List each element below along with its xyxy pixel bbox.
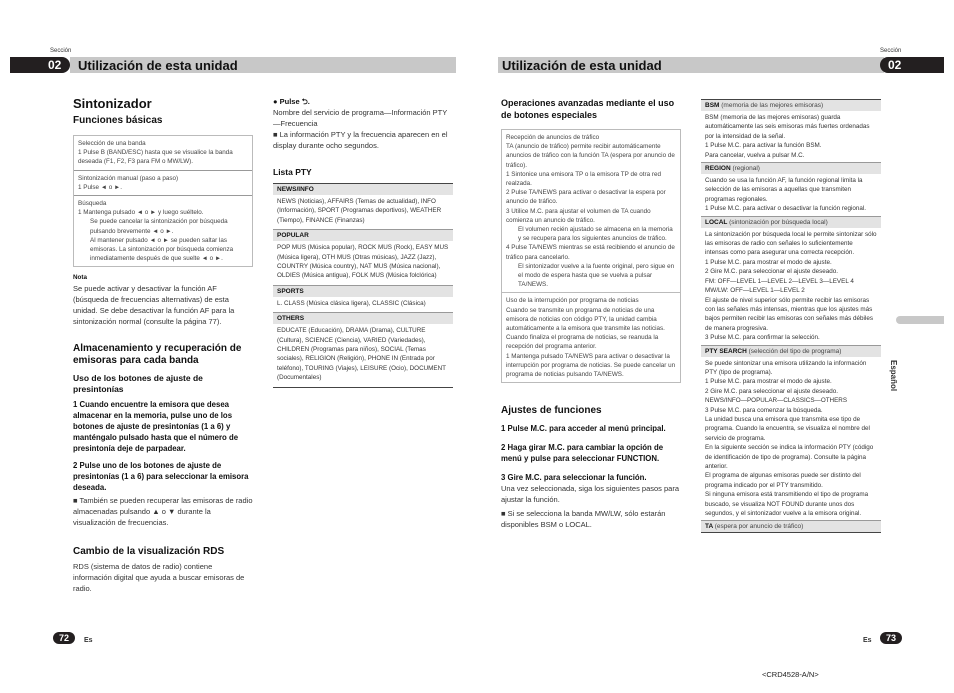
box-line: Sintonización manual (paso a paso) [78,174,179,182]
language-label: Español [889,360,898,392]
pulse-line: ● Pulse ⮌. [273,97,310,106]
adjust-step-1: 1 Pulse M.C. para acceder al menú principal. [501,424,666,434]
heading-basic: Funciones básicas [73,115,163,126]
lang-left: Es [84,637,93,644]
box-line: 1 Mantenga pulsado ◄ o ► y luego suéltelo. [78,209,204,217]
box-line: Cuando se transmite un programa de noticias de una emisora de noticias con código PTY, la unidad cambia automáticamente a la emisora que transmite las noticias. Cuando finaliza el programa de noticias, se reanuda la recepción del programa anterior. [506,306,665,351]
page-title-right: Utilización de esta unidad [502,58,662,73]
preset-step-2-note: ■ También se pueden recuperar las emisoras de radio almacenadas pulsando ▲ o ▼ durante la visualización de frecuencias. [73,495,253,527]
pty-group-popular: POPULAR [273,230,453,241]
page-number-right: 73 [880,632,902,644]
function-desc: (selección del tipo de programa) [748,347,842,355]
rds-text: RDS (sistema de datos de radio) contiene información digital que ayuda a buscar emisoras de radio. [73,561,245,593]
note-title: Nota [73,274,87,282]
page-number-left: 72 [53,632,75,644]
function-name: REGION [705,165,731,173]
note-text: Se puede activar y desactivar la función AF (búsqueda de frecuencias alternativas) de esta unidad. Se debe desactivar la función AF para la sintonización normal (consulte la página 77). [73,283,235,326]
function-name: TA [705,523,713,531]
pty-group-news: NEWS/INFO [273,184,453,195]
section-number-left [10,57,70,73]
section-label-right: Sección [880,48,902,54]
language-label-wrap [886,330,946,390]
adjust-step-2: 2 Haga girar M.C. para cambiar la opción de menú y pulse para seleccionar FUNCTION. [501,443,664,464]
function-name: LOCAL [705,218,728,226]
pty-items-classics: L. CLASS (Música clásica ligera), CLASSIC (Clásica) [277,299,426,307]
section-number-text: 02 [48,58,62,72]
function-list-column [701,99,881,533]
box-line: 1 Pulse ◄ o ►. [78,183,122,191]
pulse-note: ■ La información PTY y la frecuencia aparecen en el display durante ocho segundos. [273,130,448,150]
box-line: 1 Sintonice una emisora TP o la emisora TP de otra red realzada. [506,170,661,188]
preset-step-1: 1 Cuando encuentre la emisora que desea almacenar en la memoria, pulse uno de los botones de ajuste de presintonías (1 a 6) y manténgalo pulsado hasta que el número de presintonía deje de parpadear. [73,399,239,453]
function-text-pty: Se puede sintonizar una emisora utilizando la información PTY (tipo de programa). 1 Pulse M.C. para mostrar el modo de ajuste. 2 Gire M.C. para seleccionar el ajuste deseado. NEWS/INFO—POPULAR—CLASSICS—OTHERS 3 Pulse M.C. para comenzar la búsqueda. La unidad busca una emisora que transmita ese tipo de programa. Cuando la encuentra, se visualiza el nombre del servicio de programa. En la siguiente sección se indica la información PTY (código de identificación de tipo de programa). Consulte la página anterior. El programa de algunas emisoras puede ser distinto del programa indicado por el PTY transmitido. Si ninguna emisora está transmitiendo el tipo de programa buscado, se visualiza NOT FOUND durante unos dos segundos, y el sintonizador vuelve a la emisora original. [705,359,874,518]
adjust-step-3: 3 Gire M.C. para seleccionar la función. [501,473,647,483]
box-line: TA (anuncio de tráfico) permite recibir automáticamente anuncios de tráfico con la función TA (espera por anuncio de tráfico). [506,143,675,169]
left-column [73,96,253,594]
function-desc: (sintonización por búsqueda local) [729,218,828,226]
news-box [501,293,681,383]
box-line: Uso de la interrupción por programa de noticias [506,297,639,305]
pty-items-others: EDUCATE (Educación), DRAMA (Drama), CULTURE (Cultura), SCIENCE (Ciencia), VARIED (Variedades), CHILDREN (Programas para niños), SOCIAL (Temas sociales), RELIGION (Religión), PHONE IN (Entrada por teléfono), TOURING (Viajes), LEISURE (Ocio), DOCUMENT (Documentales) [277,327,446,382]
section-label-left: Sección [50,48,72,54]
function-desc: (espera por anuncio de tráfico) [714,523,804,531]
heading-presets: Uso de los botones de ajuste de presintonías [73,372,203,394]
function-desc: (memoria de las mejores emisoras) [721,102,824,109]
pty-group-classics: SPORTS [273,286,453,297]
box-line: 3 Utilice M.C. para ajustar el volumen de TA cuando comienza un anuncio de tráfico. [506,207,651,224]
box-line: El volumen recién ajustado se almacena en la memoria y se recupera para los siguientes anuncios de tráfico. [518,226,673,243]
language-tab [896,316,944,324]
pty-items-news: NEWS (Noticias), AFFAIRS (Temas de actualidad), INFO (Información), SPORT (Programas deportivos), WEATHER (Tiempo), FINANCE (Finanzas) [277,198,442,224]
box-line: Al mantener pulsado ◄ o ► se pueden saltar las emisoras. La sintonización por búsqueda comienza inmediatamente después de que suelte ◄ o ►. [90,236,234,263]
section-number-right [880,57,944,73]
right-column [501,97,681,530]
heading-pty-list: Lista PTY [273,167,312,177]
basic-functions-box [73,135,253,267]
section-number-text: 02 [888,58,902,72]
pty-group-others: OTHERS [273,313,453,324]
function-head-bsm [701,100,881,111]
heading-advanced: Operaciones avanzadas mediante el uso de botones especiales [501,98,675,120]
heading-store: Almacenamiento y recuperación de emisoras para cada banda [73,342,242,366]
function-text-local: La sintonización por búsqueda local le permite sintonizar sólo las emisoras de radio con señales lo suficientemente intensas como para asegurar una correcta recepción. 1 Pulse M.C. para mostrar el modo de ajuste. 2 Gire M.C. para seleccionar el ajuste deseado. FM: OFF—LEVEL 1—LEVEL 2—LEVEL 3—LEVEL 4 MW/LW: OFF—LEVEL 1—LEVEL 2 El ajuste de nivel superior sólo permite recibir las emisoras con las señales más intensas, mientras que los ajustes más bajos permiten recibir las emisoras con señales más débiles de manera progresiva. 3 Pulse M.C. para confirmar la selección. [705,230,877,342]
heading-adjust: Ajustes de funciones [501,405,602,417]
function-head-local [701,217,881,228]
box-line: Búsqueda [78,200,107,208]
function-desc: (regional) [732,165,760,173]
box-line: Recepción de anuncios de tráfico [506,134,600,141]
traffic-box [501,129,681,293]
box-line: El sintonizador vuelve a la fuente original, pero sigue en el modo de espera hasta que se vuelva a pulsar TA/NEWS. [518,262,675,289]
function-head-ta [701,521,881,532]
function-name: BSM [705,102,720,109]
middle-column [273,96,453,388]
box-line: 2 Pulse TA/NEWS para activar o desactivar la espera por anuncio de tráfico. [506,189,666,206]
function-name: PTY SEARCH [705,347,747,355]
lang-right: Es [863,637,872,644]
box-line: Selección de una banda [78,140,146,147]
box-line: 1 Pulse B (BAND/ESC) hasta que se visualice la banda deseada (F1, F2, F3 para FM o MW/LW). [78,149,233,166]
box-line: Se puede cancelar la sintonización por búsqueda pulsando brevemente ◄ o ►. [90,218,228,235]
box-line: 4 Pulse TA/NEWS mientras se está recibiendo el anuncio de tráfico para cancelarlo. [506,244,675,261]
model-code: <CRD4528-A/N> [762,670,819,679]
pulse-text: Nombre del servicio de programa—Información PTY—Frecuencia [273,108,448,128]
function-head-pty [701,346,881,357]
function-head-region [701,163,881,174]
box-line: 1 Mantenga pulsado TA/NEWS para activar o desactivar la interrupción por programa de noticias. Se puede cancelar un programa de noticias pulsando TA/NEWS. [506,352,676,379]
heading-tuner: Sintonizador [73,96,152,111]
page-title-left: Utilización de esta unidad [78,58,238,73]
pty-items-popular: POP MUS (Música popular), ROCK MUS (Rock), EASY MUS (Música ligera), OTH MUS (Otras músicas), JAZZ (Jazz), COUNTRY (Música country), NAT MUS (Música nacional), OLDIES (Música antigua), FOLK MUS (Música folclórica) [277,244,449,280]
adjust-step-3-text: Una vez seleccionada, siga los siguientes pasos para ajustar la función. [501,484,680,505]
preset-step-2: 2 Pulse uno de los botones de ajuste de presintonías (1 a 6) para seleccionar la emisora deseada. [73,460,249,492]
function-text-bsm: BSM (memoria de las mejores emisoras) guarda automáticamente las seis emisoras más fuertes ordenadas por la intensidad de la señal. 1 Pulse M.C. para activar la función BSM. Para cancelar, vuelva a pulsar M.C. [705,114,870,159]
function-text-region: Cuando se usa la función AF, la función regional limita la selección de las emisoras a aquellas que transmiten programas regionales. 1 Pulse M.C. para activar o desactivar la función regional. [705,177,867,213]
adjust-step-3-note: ■ Si se selecciona la banda MW/LW, sólo estarán disponibles BSM o LOCAL. [501,509,666,530]
heading-rds: Cambio de la visualización RDS [73,545,225,557]
